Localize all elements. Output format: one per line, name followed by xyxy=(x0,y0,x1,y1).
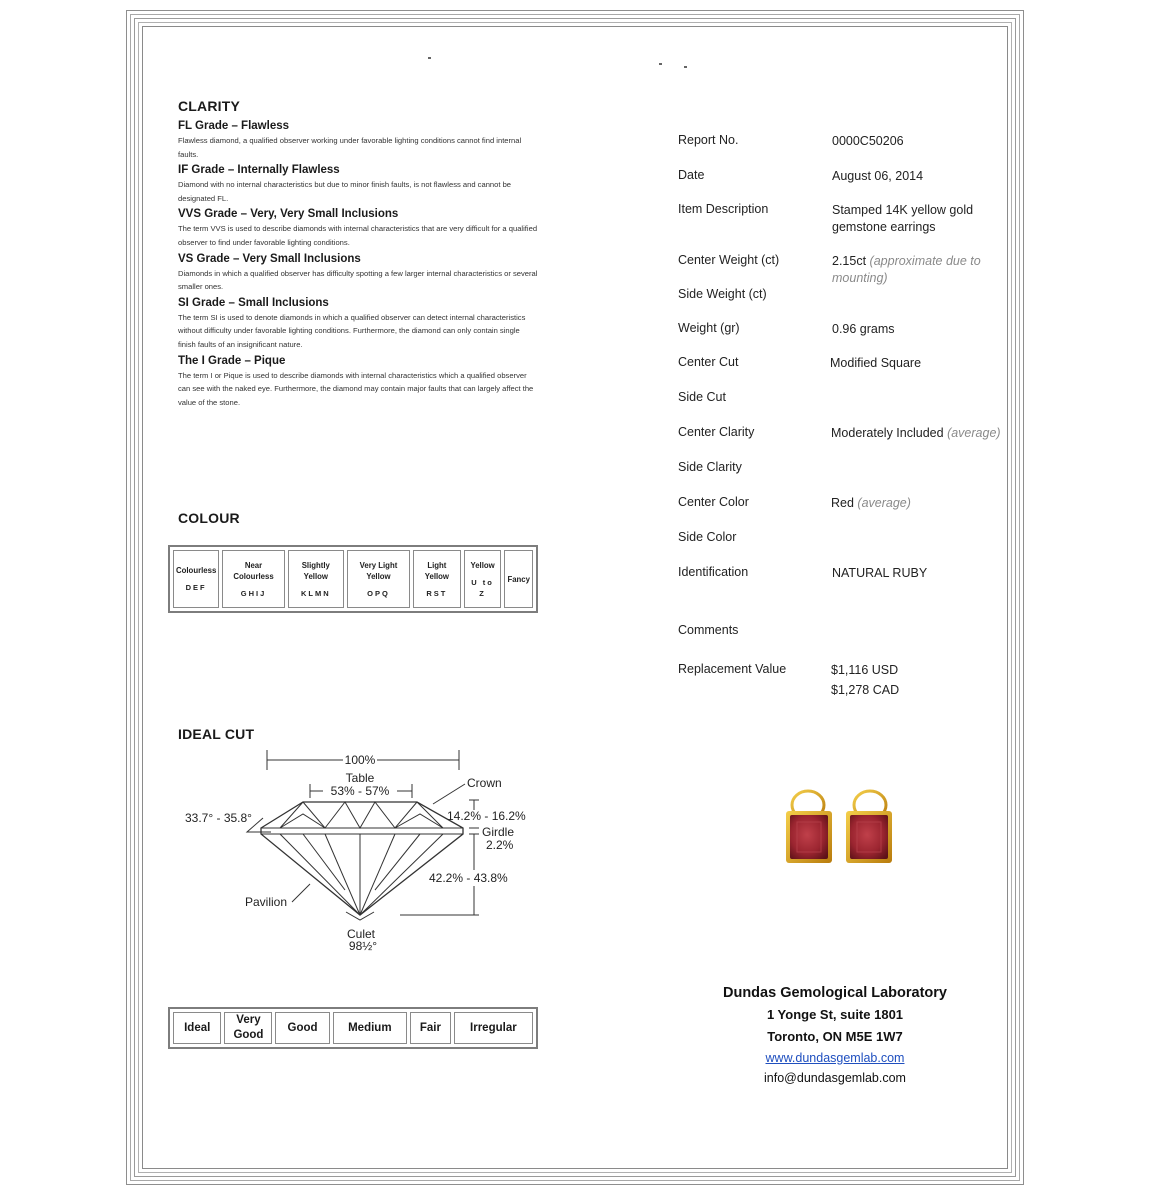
grade-si-title: SI Grade – Small Inclusions xyxy=(178,296,329,309)
grade-if-desc: Diamond with no internal characteristics but due to minor finish faults, is not flawless and cannot be designated FL. xyxy=(178,180,512,203)
crown-pointer xyxy=(433,784,465,804)
cut-grade-medium: Medium xyxy=(333,1012,407,1044)
side-color-label: Side Color xyxy=(678,530,737,544)
lab-email[interactable]: info@dundasgemlab.com xyxy=(764,1071,906,1085)
cut-grade-fair: Fair xyxy=(410,1012,451,1044)
table-range-label: 53% - 57% xyxy=(330,784,390,798)
pavilion-facet xyxy=(325,834,360,915)
item-description-value: Stamped 14K yellow gold gemstone earrings xyxy=(832,203,974,234)
grade-vs-desc: Diamonds in which a qualified observer has difficulty spotting a few larger internal characteristics or several smaller ones. xyxy=(178,268,538,292)
report-no-label: Report No. xyxy=(678,133,739,147)
clarity-grades xyxy=(178,118,538,410)
grade-vs-title: VS Grade – Very Small Inclusions xyxy=(178,252,361,265)
center-cut-value: Modified Square xyxy=(830,356,922,370)
center-weight-value xyxy=(832,253,1012,287)
table-label: Table xyxy=(345,771,375,785)
earring-right xyxy=(846,791,892,863)
colour-letters: GHIJ xyxy=(240,588,267,598)
colour-cell xyxy=(413,550,461,608)
crown-label: Crown xyxy=(467,776,502,790)
grade-vvs-title: VVS Grade – Very, Very Small Inclusions xyxy=(178,208,399,221)
scan-speck xyxy=(428,57,431,59)
lab-address-line2: Toronto, ON M5E 1W7 xyxy=(767,1029,903,1044)
comments-label: Comments xyxy=(678,623,739,637)
colour-name: Slightly Yellow xyxy=(301,560,330,581)
diamond-outline xyxy=(261,802,463,915)
grade-fl-title: FL Grade – Flawless xyxy=(178,120,290,132)
center-color-label: Center Color xyxy=(678,495,749,509)
grade-fl-desc: Flawless diamond, a qualified observer working under favorable lighting conditions cannot find internal faults. xyxy=(178,136,522,159)
lab-name: Dundas Gemological Laboratory xyxy=(723,985,947,1001)
pavilion-label: Pavilion xyxy=(245,895,288,909)
crown-height-label: 14.2% - 16.2% xyxy=(447,809,526,823)
cut-grade-table xyxy=(168,1007,538,1049)
center-clarity-label: Center Clarity xyxy=(678,425,755,439)
center-color-note: (average) xyxy=(857,496,911,510)
replacement-value-label: Replacement Value xyxy=(678,662,787,676)
colour-cell xyxy=(222,550,284,608)
colour-scale-table xyxy=(168,545,538,613)
crown-facet xyxy=(303,802,417,828)
clarity-title: CLARITY xyxy=(178,98,241,114)
date-label: Date xyxy=(678,168,705,182)
side-cut-label: Side Cut xyxy=(678,390,726,404)
lab-website-link[interactable]: www.dundasgemlab.com xyxy=(765,1051,905,1065)
center-cut-label: Center Cut xyxy=(678,355,739,369)
grade-vvs-desc: The term VVS is used to describe diamonds with internal characteristics that are very difficult for a qualified observer to find under favorable lighting conditions. xyxy=(178,224,538,247)
cut-grade-ideal: Ideal xyxy=(173,1012,221,1044)
girdle-label: Girdle xyxy=(482,825,515,839)
pavilion-facet xyxy=(303,834,345,890)
ideal-cut-title: IDEAL CUT xyxy=(178,726,255,742)
cut-grade-very-good: Very Good xyxy=(224,1012,272,1044)
replacement-value-cad: $1,278 CAD xyxy=(831,683,900,697)
colour-name: Light Yellow xyxy=(424,560,450,581)
colour-name: Yellow xyxy=(470,560,495,570)
colour-cell xyxy=(464,550,502,608)
pavilion-facet xyxy=(375,834,420,890)
colour-name: Fancy xyxy=(507,574,530,584)
colour-title: COLOUR xyxy=(178,510,240,526)
weight-gr-value: 0.96 grams xyxy=(832,322,895,336)
lab-info xyxy=(700,982,970,1088)
culet-label: Culet xyxy=(346,927,376,941)
crown-angle-label: 33.7° - 35.8° xyxy=(185,811,252,825)
colour-cell xyxy=(288,550,344,608)
lab-address-line1: 1 Yonge St, suite 1801 xyxy=(766,1007,904,1022)
colour-letters: U to Z xyxy=(471,577,494,598)
center-clarity-note: (average) xyxy=(947,426,1001,440)
scan-speck xyxy=(659,63,662,65)
identification-value: NATURAL RUBY xyxy=(832,566,928,580)
item-description-label: Item Description xyxy=(678,202,769,216)
colour-letters: KLMN xyxy=(300,588,331,598)
center-clarity-grade: Moderately Included xyxy=(831,426,944,440)
grade-i-title: The I Grade – Pique xyxy=(178,354,286,367)
pavilion-facet xyxy=(280,834,360,915)
center-clarity-value xyxy=(831,425,1021,442)
culet-angle-label: 98½° xyxy=(348,939,378,953)
center-weight-note: (approximate due to mounting) xyxy=(832,254,981,285)
cut-grade-good: Good xyxy=(275,1012,329,1044)
side-clarity-label: Side Clarity xyxy=(678,460,742,474)
colour-name: Colourless xyxy=(176,566,217,575)
pavilion-depth-label: 42.2% - 43.8% xyxy=(429,871,508,885)
report-no-value: 0000C50206 xyxy=(832,134,904,148)
ruby-earrings-photo xyxy=(780,785,900,870)
replacement-value-usd: $1,116 USD xyxy=(831,663,899,677)
colour-letters: DEF xyxy=(185,583,207,592)
identification-label: Identification xyxy=(678,565,749,579)
cut-grade-irregular: Irregular xyxy=(454,1012,533,1044)
total-width-label: 100% xyxy=(344,753,376,767)
date-value: August 06, 2014 xyxy=(832,169,924,183)
grade-i-desc: The term I or Pique is used to describe diamonds with internal characteristics which a qualified observer can see with the naked eye. Furthermore, the diamond may contain major faults that can largely affect the value of the stone. xyxy=(178,370,534,407)
colour-name: Very Light Yellow xyxy=(359,560,398,581)
colour-name: Near Colourless xyxy=(233,560,274,581)
crown-facet xyxy=(280,802,303,828)
center-weight-ct: 2.15ct xyxy=(832,254,867,268)
center-color-value xyxy=(831,495,1011,512)
pavilion-pointer xyxy=(292,884,310,902)
scan-speck xyxy=(684,66,687,68)
grade-if-title: IF Grade – Internally Flawless xyxy=(178,164,340,177)
center-color-grade: Red xyxy=(831,496,854,510)
grade-si-desc: The term SI is used to denote diamonds in which a qualified observer can detect internal characteristics without difficulty under favorable lighting conditions. Furthermore, the diamond can only contain single finish faults of an insignificant nature. xyxy=(178,312,526,349)
center-weight-label: Center Weight (ct) xyxy=(678,253,780,267)
girdle-pct-label: 2.2% xyxy=(486,838,514,852)
colour-cell xyxy=(173,550,219,608)
colour-letters: RST xyxy=(426,588,448,598)
colour-cell xyxy=(504,550,533,608)
side-weight-label: Side Weight (ct) xyxy=(678,287,767,301)
earring-left xyxy=(786,791,832,863)
pavilion-facet xyxy=(360,834,395,915)
colour-letters: OPQ xyxy=(367,588,390,598)
colour-cell xyxy=(347,550,410,608)
diamond-cut-diagram xyxy=(175,740,535,960)
weight-gr-label: Weight (gr) xyxy=(678,321,740,335)
